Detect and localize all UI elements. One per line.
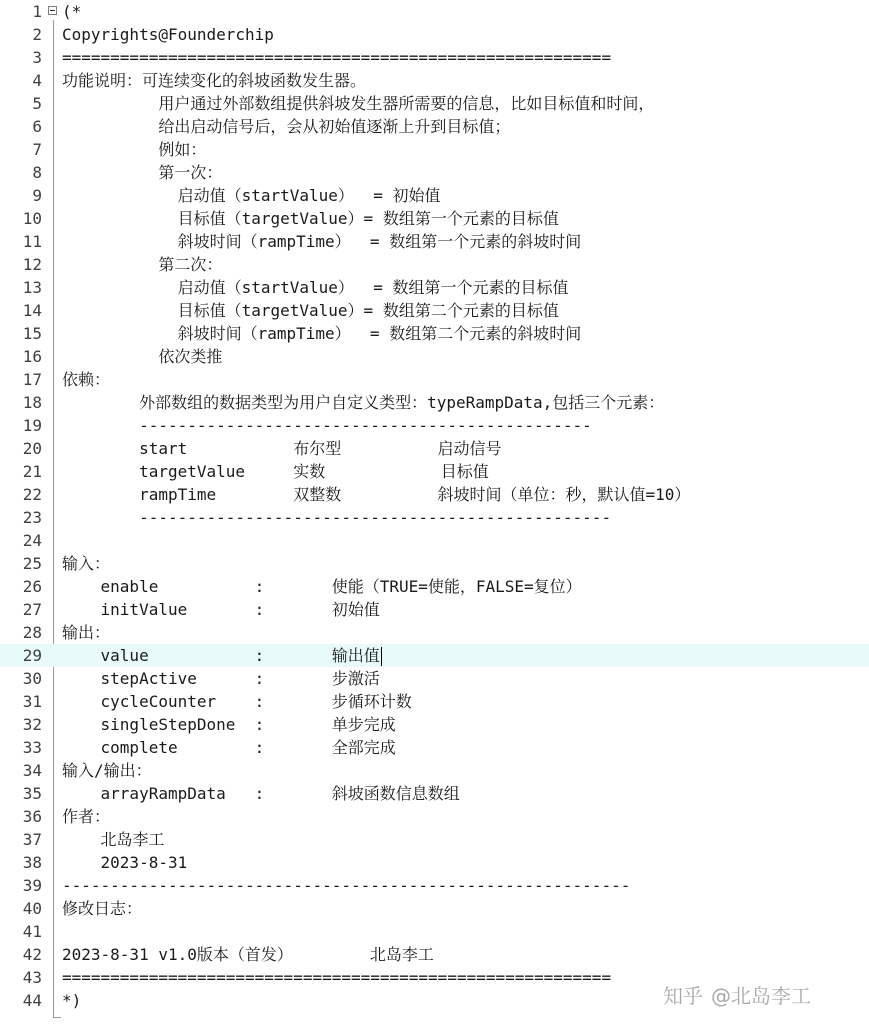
line-number: 3 <box>32 48 42 67</box>
code-text[interactable]: ----------------------------------------------------------- <box>62 876 631 895</box>
fold-collapse-icon[interactable] <box>48 6 57 15</box>
code-text[interactable]: 外部数组的数据类型为用户自定义类型：typeRampData,包括三个元素： <box>62 393 665 412</box>
code-text[interactable]: ----------------------------------------------- <box>62 416 592 435</box>
code-line[interactable] <box>0 161 869 184</box>
line-number: 33 <box>22 738 42 757</box>
code-text[interactable]: value : 输出值 <box>62 646 380 665</box>
code-text[interactable]: rampTime 双整数 斜坡时间（单位：秒，默认值=10） <box>62 485 691 504</box>
line-number: 14 <box>22 301 42 320</box>
line-number: 36 <box>22 807 42 826</box>
line-number: 19 <box>22 416 42 435</box>
code-line[interactable] <box>0 897 869 920</box>
code-line[interactable] <box>0 943 869 966</box>
text-caret <box>381 647 382 666</box>
line-number: 25 <box>22 554 42 573</box>
code-text[interactable]: stepActive : 步激活 <box>62 669 380 688</box>
code-line[interactable] <box>0 322 869 345</box>
line-number: 38 <box>22 853 42 872</box>
code-line[interactable] <box>0 437 869 460</box>
watermark-author: @北岛李工 <box>711 984 811 1008</box>
code-text[interactable]: start 布尔型 启动信号 <box>62 439 502 458</box>
line-number: 27 <box>22 600 42 619</box>
line-number: 17 <box>22 370 42 389</box>
code-text[interactable]: 北岛李工 <box>62 830 165 849</box>
code-text[interactable]: 输出： <box>62 623 111 642</box>
code-text[interactable]: 输入/输出： <box>62 761 152 780</box>
code-text[interactable]: 输入： <box>62 554 111 573</box>
code-line[interactable] <box>0 874 869 897</box>
line-number: 6 <box>32 117 42 136</box>
code-line[interactable] <box>0 736 869 759</box>
fold-guide-end <box>53 1017 61 1018</box>
code-line[interactable] <box>0 92 869 115</box>
code-line[interactable] <box>0 138 869 161</box>
code-line[interactable] <box>0 46 869 69</box>
line-number: 32 <box>22 715 42 734</box>
code-line[interactable] <box>0 828 869 851</box>
line-number: 16 <box>22 347 42 366</box>
code-text[interactable]: arrayRampData : 斜坡函数信息数组 <box>62 784 460 803</box>
line-number: 15 <box>22 324 42 343</box>
code-line[interactable] <box>0 69 869 92</box>
code-text[interactable]: 给出启动信号后，会从初始值逐渐上升到目标值； <box>62 117 511 136</box>
line-number: 10 <box>22 209 42 228</box>
code-text[interactable]: 第二次： <box>62 255 223 274</box>
line-number: 26 <box>22 577 42 596</box>
line-number: 4 <box>32 71 42 90</box>
code-text[interactable]: 作者： <box>62 807 111 826</box>
code-line[interactable] <box>0 759 869 782</box>
line-number: 44 <box>22 991 42 1010</box>
code-text[interactable]: 依次类推 <box>62 347 223 366</box>
code-line[interactable] <box>0 483 869 506</box>
watermark-site: 知乎 <box>663 984 703 1008</box>
code-text[interactable]: complete : 全部完成 <box>62 738 396 757</box>
code-line[interactable] <box>0 184 869 207</box>
code-text[interactable]: 2023-8-31 <box>62 853 188 872</box>
code-text[interactable]: 斜坡时间（rampTime） = 数组第一个元素的斜坡时间 <box>62 232 582 251</box>
code-text[interactable]: cycleCounter : 步循环计数 <box>62 692 412 711</box>
code-line[interactable] <box>0 690 869 713</box>
line-number: 24 <box>22 531 42 550</box>
line-number: 7 <box>32 140 42 159</box>
line-number: 34 <box>22 761 42 780</box>
code-text[interactable]: 启动值（startValue） = 数组第一个元素的目标值 <box>62 278 569 297</box>
code-text[interactable]: enable : 使能（TRUE=使能，FALSE=复位） <box>62 577 582 596</box>
code-line-current[interactable] <box>0 644 869 667</box>
code-line[interactable] <box>0 23 869 46</box>
code-text[interactable]: 第一次： <box>62 163 223 182</box>
line-number: 30 <box>22 669 42 688</box>
code-text[interactable]: ------------------------------------------------- <box>62 508 612 527</box>
code-line[interactable] <box>0 805 869 828</box>
code-line[interactable] <box>0 506 869 529</box>
line-number: 8 <box>32 163 42 182</box>
code-text[interactable]: ========================================================= <box>62 968 612 987</box>
code-text[interactable]: 斜坡时间（rampTime） = 数组第二个元素的斜坡时间 <box>62 324 582 343</box>
line-number: 29 <box>22 646 42 665</box>
code-text[interactable]: *) <box>62 991 82 1010</box>
line-number: 5 <box>32 94 42 113</box>
line-number: 42 <box>22 945 42 964</box>
watermark <box>663 980 811 1009</box>
line-number: 1 <box>32 2 42 21</box>
line-number: 18 <box>22 393 42 412</box>
code-text[interactable]: singleStepDone : 单步完成 <box>62 715 396 734</box>
line-number: 13 <box>22 278 42 297</box>
line-number: 31 <box>22 692 42 711</box>
code-line[interactable] <box>0 207 869 230</box>
code-line[interactable] <box>0 621 869 644</box>
line-number: 28 <box>22 623 42 642</box>
code-line[interactable] <box>0 345 869 368</box>
code-text[interactable]: 功能说明：可连续变化的斜坡函数发生器。 <box>62 71 367 90</box>
code-text[interactable]: Copyrights@Founderchip <box>62 25 274 44</box>
line-number: 20 <box>22 439 42 458</box>
code-text[interactable]: (* <box>62 2 82 21</box>
line-number: 37 <box>22 830 42 849</box>
line-number: 43 <box>22 968 42 987</box>
line-number: 12 <box>22 255 42 274</box>
line-number: 9 <box>32 186 42 205</box>
line-number: 23 <box>22 508 42 527</box>
code-line[interactable] <box>0 299 869 322</box>
code-text[interactable]: 目标值（targetValue）= 数组第一个元素的目标值 <box>62 209 559 228</box>
code-text[interactable]: ========================================================= <box>62 48 612 67</box>
line-number: 22 <box>22 485 42 504</box>
code-line[interactable] <box>0 667 869 690</box>
code-line[interactable] <box>0 782 869 805</box>
code-line[interactable] <box>0 115 869 138</box>
code-line[interactable] <box>0 0 869 23</box>
code-line[interactable] <box>0 598 869 621</box>
code-line[interactable] <box>0 368 869 391</box>
code-line[interactable] <box>0 230 869 253</box>
code-text[interactable]: 启动值（startValue） = 初始值 <box>62 186 441 205</box>
code-line[interactable] <box>0 276 869 299</box>
code-line[interactable] <box>0 920 869 943</box>
line-number: 2 <box>32 25 42 44</box>
code-text[interactable]: 目标值（targetValue）= 数组第二个元素的目标值 <box>62 301 559 320</box>
code-line[interactable] <box>0 851 869 874</box>
code-text[interactable]: targetValue 实数 目标值 <box>62 462 489 481</box>
line-number: 40 <box>22 899 42 918</box>
line-number: 35 <box>22 784 42 803</box>
line-number: 21 <box>22 462 42 481</box>
code-text[interactable]: 依赖： <box>62 370 111 389</box>
code-text[interactable]: initValue : 初始值 <box>62 600 380 619</box>
code-line[interactable] <box>0 414 869 437</box>
code-line[interactable] <box>0 529 869 552</box>
line-number: 11 <box>22 232 42 251</box>
code-text[interactable]: 2023-8-31 v1.0版本（首发） 北岛李工 <box>62 945 434 964</box>
code-text[interactable]: 例如： <box>62 140 207 159</box>
line-number: 41 <box>22 922 42 941</box>
line-number: 39 <box>22 876 42 895</box>
code-line[interactable] <box>0 575 869 598</box>
code-text[interactable]: 用户通过外部数组提供斜坡发生器所需要的信息，比如目标值和时间， <box>62 94 655 113</box>
code-text[interactable]: 修改日志： <box>62 899 143 918</box>
code-line[interactable] <box>0 253 869 276</box>
code-line[interactable] <box>0 460 869 483</box>
code-line[interactable] <box>0 552 869 575</box>
code-line[interactable] <box>0 713 869 736</box>
code-line[interactable] <box>0 391 869 414</box>
